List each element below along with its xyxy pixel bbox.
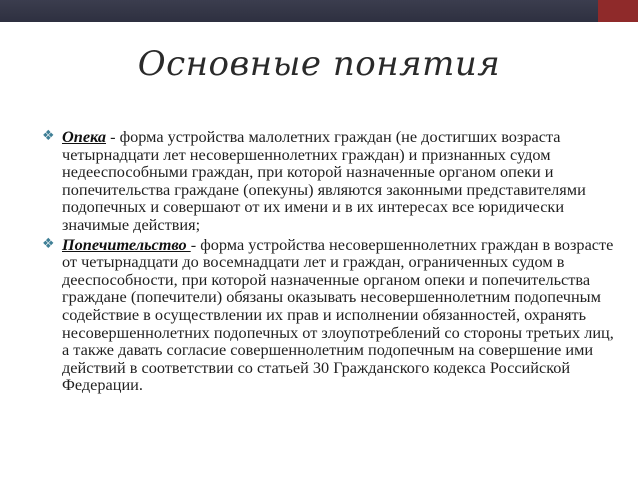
paragraph-popechitelstvo bbox=[42, 236, 614, 394]
header-accent-bar bbox=[598, 0, 638, 22]
diamond-bullet-icon: ❖ bbox=[42, 235, 55, 252]
diamond-bullet-icon: ❖ bbox=[42, 128, 55, 144]
slide-title: Основные понятия bbox=[137, 44, 501, 84]
paragraph-opeka bbox=[42, 128, 614, 234]
term-popechitelstvo: Попечительство bbox=[62, 234, 191, 254]
term-opeka: Опека bbox=[62, 127, 107, 146]
slide-body bbox=[42, 128, 614, 396]
header-band bbox=[0, 0, 638, 22]
definition-popechitelstvo: - форма устройства несовершеннолетних граждан в возрасте от четырнадцати до восемнадцати лет и граждан, ограниченных судом в дееспособности, при которой назначенные органом опеки и попечительства граждане (попечители) обязаны оказывать несовершеннолетним подопечным содействие в осуществлении их прав и исполнении обязанностей, охранять несовершеннолетних подопечных от злоупотреблений со стороны третьих лиц, а также давать согласие совершеннолетним подопечным на совершение ими действий в соответствии со статьей 30 Гражданского кодекса Российской Федерации. bbox=[62, 234, 614, 395]
definition-opeka: - форма устройства малолетних граждан (не достигших возраста четырнадцати лет несовершеннолетних граждан) и признанных судом недееспособными граждан, при которой назначенные органом опеки и попечительства граждане (опекуны) являются законными представителями подопечных и совершают от их имени и в их интересах все юридически значимые действия; bbox=[62, 127, 586, 234]
